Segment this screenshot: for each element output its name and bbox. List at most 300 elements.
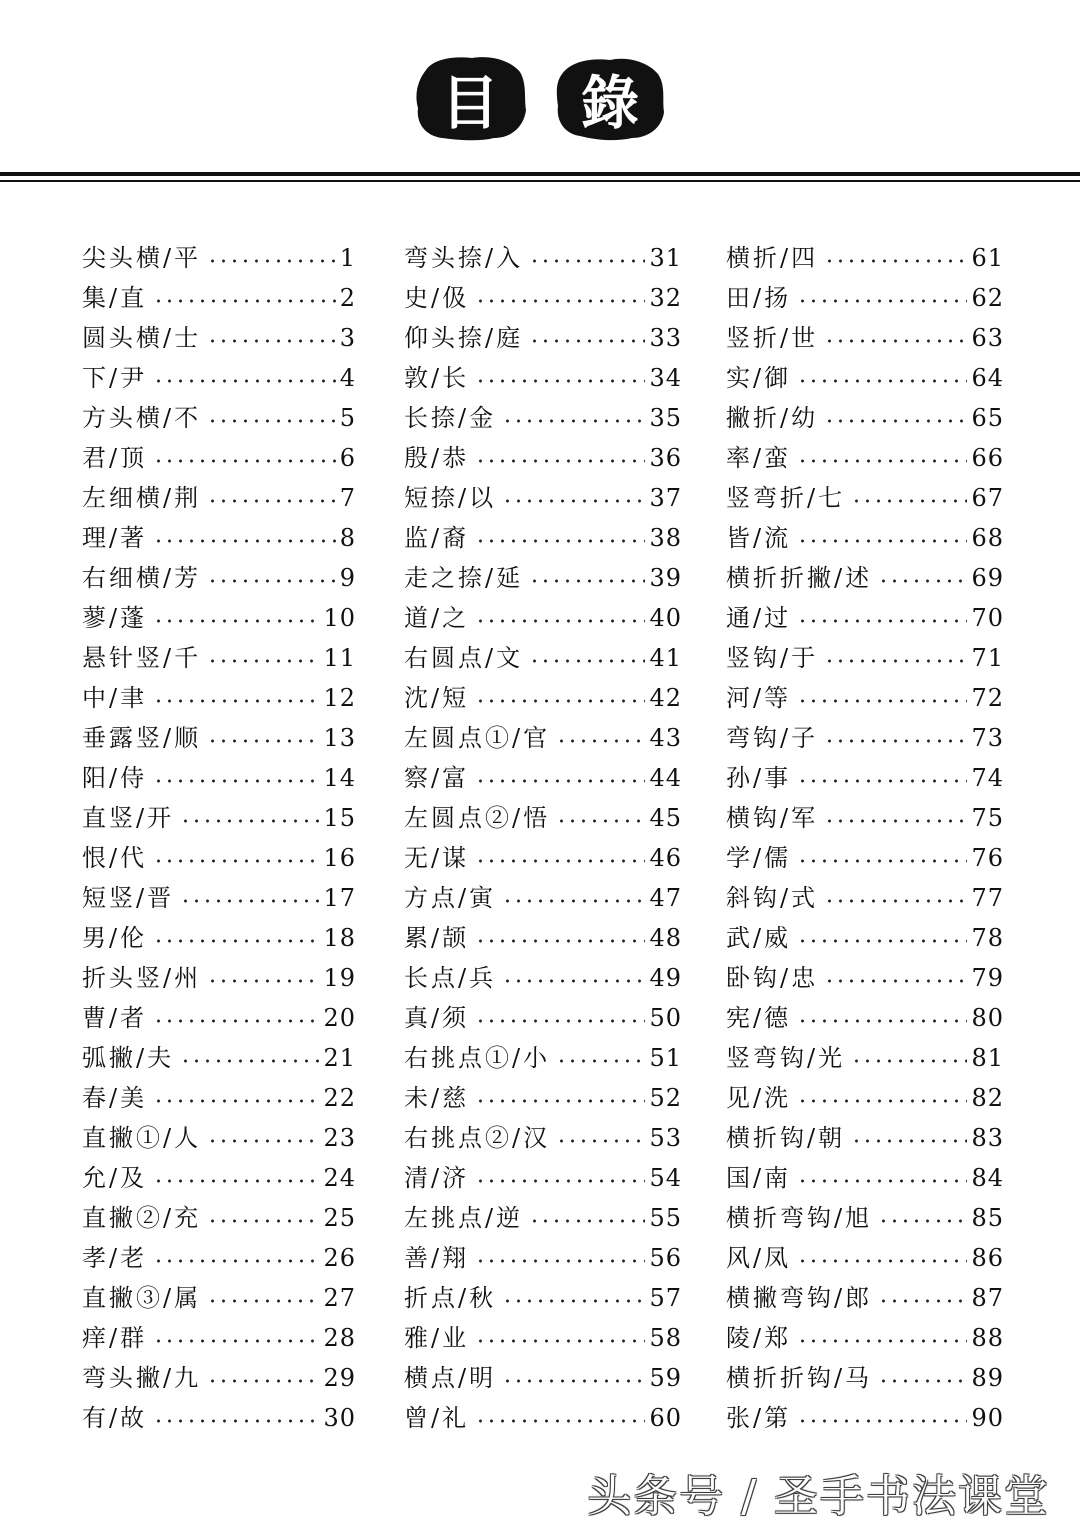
toc-entry-page: 51 bbox=[649, 1044, 682, 1072]
toc-entry-page: 77 bbox=[971, 884, 1004, 912]
toc-entry-page: 36 bbox=[649, 444, 682, 472]
toc-entry bbox=[726, 638, 1004, 678]
toc-entry-title: 陵/郑 bbox=[726, 1324, 792, 1352]
toc-entry-title: 直竖/开 bbox=[82, 804, 175, 832]
toc-entry bbox=[726, 758, 1004, 798]
toc-entry-title: 弯头撇/九 bbox=[82, 1364, 202, 1392]
dot-leader bbox=[529, 259, 645, 263]
toc-entry bbox=[82, 278, 356, 318]
toc-entry bbox=[82, 1278, 356, 1318]
toc-entry-page: 86 bbox=[971, 1244, 1004, 1272]
header-rule-thick bbox=[0, 172, 1080, 176]
dot-leader bbox=[153, 1019, 319, 1023]
toc-entry-page: 5 bbox=[339, 404, 356, 432]
toc-entry-title: 史/伋 bbox=[404, 284, 470, 312]
toc-entry-page: 17 bbox=[323, 884, 356, 912]
dot-leader bbox=[797, 1419, 967, 1423]
dot-leader bbox=[475, 1419, 645, 1423]
dot-leader bbox=[475, 779, 645, 783]
toc-entry-page: 85 bbox=[971, 1204, 1004, 1232]
toc-entry bbox=[82, 638, 356, 678]
toc-entry-page: 87 bbox=[971, 1284, 1004, 1312]
toc-entry-page: 11 bbox=[323, 644, 356, 672]
toc-entry bbox=[82, 598, 356, 638]
toc-entry bbox=[404, 1078, 682, 1118]
dot-leader bbox=[824, 739, 967, 743]
dot-leader bbox=[153, 299, 336, 303]
toc-entry-title: 察/富 bbox=[404, 764, 470, 792]
toc-entry-page: 38 bbox=[649, 524, 682, 552]
toc-entry-page: 66 bbox=[971, 444, 1004, 472]
toc-entry bbox=[82, 1078, 356, 1118]
toc-entry-title: 风/凤 bbox=[726, 1244, 792, 1272]
dot-leader bbox=[878, 1299, 967, 1303]
toc-entry-page: 19 bbox=[323, 964, 356, 992]
toc-entry-page: 21 bbox=[323, 1044, 356, 1072]
toc-entry-page: 16 bbox=[323, 844, 356, 872]
dot-leader bbox=[502, 979, 645, 983]
toc-entry-page: 31 bbox=[649, 244, 682, 272]
toc-entry-title: 学/儒 bbox=[726, 844, 792, 872]
toc-entry bbox=[404, 1118, 682, 1158]
toc-entry-page: 10 bbox=[323, 604, 356, 632]
toc-entry-title: 左圆点②/悟 bbox=[404, 804, 551, 832]
toc-entry bbox=[726, 518, 1004, 558]
toc-entry-title: 殷/恭 bbox=[404, 444, 470, 472]
dot-leader bbox=[475, 539, 645, 543]
toc-entry-title: 卧钩/忠 bbox=[726, 964, 819, 992]
toc-column-2 bbox=[404, 238, 682, 1438]
dot-leader bbox=[797, 939, 967, 943]
toc-entry-page: 3 bbox=[339, 324, 356, 352]
toc-entry bbox=[726, 998, 1004, 1038]
toc-entry-page: 14 bbox=[323, 764, 356, 792]
toc-entry-title: 宪/德 bbox=[726, 1004, 792, 1032]
toc-entry-page: 26 bbox=[323, 1244, 356, 1272]
header-rule-thin bbox=[0, 180, 1080, 182]
toc-entry-page: 41 bbox=[649, 644, 682, 672]
toc-entry-page: 54 bbox=[649, 1164, 682, 1192]
toc-entry-page: 22 bbox=[323, 1084, 356, 1112]
toc-entry-page: 52 bbox=[649, 1084, 682, 1112]
toc-entry-page: 8 bbox=[339, 524, 356, 552]
toc-entry bbox=[726, 238, 1004, 278]
toc-entry-page: 63 bbox=[971, 324, 1004, 352]
toc-entry-page: 57 bbox=[649, 1284, 682, 1312]
toc-entry-page: 50 bbox=[649, 1004, 682, 1032]
toc-entry-title: 未/慈 bbox=[404, 1084, 470, 1112]
toc-entry-page: 1 bbox=[339, 244, 356, 272]
toc-entry-title: 率/蛮 bbox=[726, 444, 792, 472]
dot-leader bbox=[153, 1099, 319, 1103]
toc-entry-title: 竖弯折/七 bbox=[726, 484, 846, 512]
toc-entry bbox=[82, 478, 356, 518]
toc-entry bbox=[404, 1278, 682, 1318]
dot-leader bbox=[207, 499, 336, 503]
toc-entry-title: 竖弯钩/光 bbox=[726, 1044, 846, 1072]
toc-entry bbox=[726, 1118, 1004, 1158]
toc-entry-title: 长点/兵 bbox=[404, 964, 497, 992]
toc-entry-title: 横折弯钩/旭 bbox=[726, 1204, 873, 1232]
dot-leader bbox=[153, 379, 336, 383]
dot-leader bbox=[153, 1419, 319, 1423]
toc-entry bbox=[726, 358, 1004, 398]
toc-entry-page: 65 bbox=[971, 404, 1004, 432]
toc-entry-page: 49 bbox=[649, 964, 682, 992]
toc-entry bbox=[404, 278, 682, 318]
toc-entry bbox=[404, 318, 682, 358]
dot-leader bbox=[207, 1299, 319, 1303]
toc-entry bbox=[404, 1158, 682, 1198]
dot-leader bbox=[824, 419, 967, 423]
dot-leader bbox=[851, 1059, 967, 1063]
dot-leader bbox=[797, 459, 967, 463]
toc-entry-page: 23 bbox=[323, 1124, 356, 1152]
toc-entry-title: 横折/四 bbox=[726, 244, 819, 272]
toc-entry-title: 斜钩/式 bbox=[726, 884, 819, 912]
toc-entry-page: 79 bbox=[971, 964, 1004, 992]
dot-leader bbox=[475, 1339, 645, 1343]
toc-entry-page: 67 bbox=[971, 484, 1004, 512]
toc-entry bbox=[82, 558, 356, 598]
toc-entry-page: 34 bbox=[649, 364, 682, 392]
title-seal-2 bbox=[552, 52, 668, 144]
toc-entry-title: 左细横/荆 bbox=[82, 484, 202, 512]
dot-leader bbox=[824, 659, 967, 663]
dot-leader bbox=[153, 1179, 319, 1183]
toc-entry-page: 7 bbox=[339, 484, 356, 512]
toc-entry-page: 12 bbox=[323, 684, 356, 712]
toc-entry bbox=[726, 1398, 1004, 1438]
dot-leader bbox=[475, 859, 645, 863]
dot-leader bbox=[878, 1219, 967, 1223]
dot-leader bbox=[180, 899, 319, 903]
toc-entry bbox=[82, 718, 356, 758]
toc-entry bbox=[82, 798, 356, 838]
toc-entry-page: 33 bbox=[649, 324, 682, 352]
toc-entry-page: 48 bbox=[649, 924, 682, 952]
toc-entry-title: 河/等 bbox=[726, 684, 792, 712]
dot-leader bbox=[475, 379, 645, 383]
toc-entry bbox=[82, 998, 356, 1038]
toc-entry bbox=[404, 358, 682, 398]
toc-entry bbox=[726, 1318, 1004, 1358]
toc-entry-title: 痒/群 bbox=[82, 1324, 148, 1352]
toc-entry-title: 曾/礼 bbox=[404, 1404, 470, 1432]
toc-entry bbox=[404, 1038, 682, 1078]
toc-entry-page: 25 bbox=[323, 1204, 356, 1232]
dot-leader bbox=[475, 939, 645, 943]
toc-entry-title: 国/南 bbox=[726, 1164, 792, 1192]
toc-entry-page: 40 bbox=[649, 604, 682, 632]
dot-leader bbox=[153, 859, 319, 863]
dot-leader bbox=[502, 1299, 645, 1303]
toc-entry-title: 沈/短 bbox=[404, 684, 470, 712]
toc-entry-page: 70 bbox=[971, 604, 1004, 632]
toc-entry bbox=[726, 678, 1004, 718]
dot-leader bbox=[556, 739, 645, 743]
toc-entry-page: 30 bbox=[323, 1404, 356, 1432]
toc-entry-page: 42 bbox=[649, 684, 682, 712]
toc-entry bbox=[82, 838, 356, 878]
toc-entry-title: 孝/老 bbox=[82, 1244, 148, 1272]
toc-entry-page: 89 bbox=[971, 1364, 1004, 1392]
dot-leader bbox=[529, 1219, 645, 1223]
toc-entry-title: 弯钩/子 bbox=[726, 724, 819, 752]
toc-entry bbox=[726, 918, 1004, 958]
dot-leader bbox=[502, 1379, 645, 1383]
toc-entry bbox=[82, 678, 356, 718]
toc-entry bbox=[404, 1198, 682, 1238]
dot-leader bbox=[475, 299, 645, 303]
toc-entry-title: 方点/寅 bbox=[404, 884, 497, 912]
toc-entry bbox=[404, 718, 682, 758]
toc-entry-page: 71 bbox=[971, 644, 1004, 672]
toc-entry-title: 右圆点/文 bbox=[404, 644, 524, 672]
dot-leader bbox=[797, 1179, 967, 1183]
toc-entry-title: 右细横/芳 bbox=[82, 564, 202, 592]
toc-entry-title: 横折折钩/马 bbox=[726, 1364, 873, 1392]
toc-entry-title: 敦/长 bbox=[404, 364, 470, 392]
toc-entry-title: 武/威 bbox=[726, 924, 792, 952]
toc-entry-title: 田/扬 bbox=[726, 284, 792, 312]
dot-leader bbox=[556, 1059, 645, 1063]
dot-leader bbox=[207, 1379, 319, 1383]
dot-leader bbox=[153, 939, 319, 943]
dot-leader bbox=[153, 1339, 319, 1343]
toc-entry bbox=[404, 798, 682, 838]
toc-entry-title: 中/聿 bbox=[82, 684, 148, 712]
dot-leader bbox=[529, 579, 645, 583]
toc-entry-page: 82 bbox=[971, 1084, 1004, 1112]
toc-entry-page: 46 bbox=[649, 844, 682, 872]
dot-leader bbox=[797, 539, 967, 543]
toc-entry-page: 43 bbox=[649, 724, 682, 752]
dot-leader bbox=[502, 899, 645, 903]
toc-entry bbox=[82, 1158, 356, 1198]
toc-entry bbox=[404, 518, 682, 558]
toc-entry-page: 75 bbox=[971, 804, 1004, 832]
toc-entry-page: 84 bbox=[971, 1164, 1004, 1192]
toc-entry-page: 59 bbox=[649, 1364, 682, 1392]
toc-entry-page: 29 bbox=[323, 1364, 356, 1392]
toc-entry bbox=[404, 678, 682, 718]
dot-leader bbox=[207, 979, 319, 983]
toc-entry-title: 理/著 bbox=[82, 524, 148, 552]
toc-entry bbox=[726, 478, 1004, 518]
toc-entry-title: 竖折/世 bbox=[726, 324, 819, 352]
toc-entry bbox=[726, 1238, 1004, 1278]
toc-entry bbox=[726, 398, 1004, 438]
toc-entry-title: 折点/秋 bbox=[404, 1284, 497, 1312]
toc-entry-page: 68 bbox=[971, 524, 1004, 552]
toc-entry-title: 累/颉 bbox=[404, 924, 470, 952]
toc-entry-page: 47 bbox=[649, 884, 682, 912]
toc-entry-title: 允/及 bbox=[82, 1164, 148, 1192]
toc-entry-title: 直撇②/充 bbox=[82, 1204, 202, 1232]
toc-entry bbox=[82, 238, 356, 278]
dot-leader bbox=[851, 499, 967, 503]
toc-entry bbox=[82, 518, 356, 558]
dot-leader bbox=[180, 1059, 319, 1063]
toc-entry bbox=[404, 838, 682, 878]
toc-entry-title: 真/须 bbox=[404, 1004, 470, 1032]
dot-leader bbox=[556, 1139, 645, 1143]
dot-leader bbox=[475, 459, 645, 463]
title-char-1: 目 bbox=[440, 69, 499, 137]
toc-entry bbox=[82, 358, 356, 398]
toc-entry bbox=[404, 438, 682, 478]
toc-entry-page: 35 bbox=[649, 404, 682, 432]
toc-entry-title: 直撇③/属 bbox=[82, 1284, 202, 1312]
toc-entry-title: 蓼/蓬 bbox=[82, 604, 148, 632]
dot-leader bbox=[207, 1219, 319, 1223]
dot-leader bbox=[207, 579, 336, 583]
toc-entry bbox=[726, 878, 1004, 918]
dot-leader bbox=[475, 1179, 645, 1183]
toc-entry bbox=[726, 438, 1004, 478]
toc-entry-page: 60 bbox=[649, 1404, 682, 1432]
toc-entry-page: 78 bbox=[971, 924, 1004, 952]
toc-entry-title: 走之捺/延 bbox=[404, 564, 524, 592]
toc-entry-page: 88 bbox=[971, 1324, 1004, 1352]
toc-entry-title: 清/济 bbox=[404, 1164, 470, 1192]
dot-leader bbox=[207, 259, 336, 263]
toc-entry-title: 张/第 bbox=[726, 1404, 792, 1432]
toc-entry-title: 春/美 bbox=[82, 1084, 148, 1112]
dot-leader bbox=[797, 619, 967, 623]
toc-entry-title: 男/伦 bbox=[82, 924, 148, 952]
title-char-2: 錄 bbox=[580, 69, 639, 137]
toc-entry-page: 2 bbox=[339, 284, 356, 312]
toc-entry-title: 实/御 bbox=[726, 364, 792, 392]
toc-entry-title: 长捺/金 bbox=[404, 404, 497, 432]
toc-entry bbox=[404, 558, 682, 598]
toc-entry bbox=[404, 918, 682, 958]
toc-entry bbox=[404, 238, 682, 278]
toc-entry-page: 53 bbox=[649, 1124, 682, 1152]
toc-entry bbox=[726, 798, 1004, 838]
title-seal-1 bbox=[412, 52, 528, 144]
toc-entry-page: 45 bbox=[649, 804, 682, 832]
toc-entry-page: 64 bbox=[971, 364, 1004, 392]
toc-entry-title: 悬针竖/千 bbox=[82, 644, 202, 672]
toc-entry bbox=[404, 998, 682, 1038]
toc-entry bbox=[726, 1358, 1004, 1398]
toc-entry-title: 横折折撇/述 bbox=[726, 564, 873, 592]
toc-entry bbox=[82, 918, 356, 958]
toc-entry-title: 左圆点①/官 bbox=[404, 724, 551, 752]
toc-entry-title: 皆/流 bbox=[726, 524, 792, 552]
toc-entry-title: 恨/代 bbox=[82, 844, 148, 872]
toc-entry bbox=[82, 1198, 356, 1238]
toc-entry-title: 有/故 bbox=[82, 1404, 148, 1432]
toc-entry bbox=[82, 958, 356, 998]
toc-entry bbox=[404, 1358, 682, 1398]
toc-entry bbox=[404, 1238, 682, 1278]
dot-leader bbox=[824, 899, 967, 903]
dot-leader bbox=[475, 699, 645, 703]
dot-leader bbox=[556, 819, 645, 823]
toc-entry-page: 58 bbox=[649, 1324, 682, 1352]
toc-entry-title: 短捺/以 bbox=[404, 484, 497, 512]
toc-entry-title: 弧撇/夫 bbox=[82, 1044, 175, 1072]
toc-entry bbox=[404, 598, 682, 638]
toc-entry-page: 39 bbox=[649, 564, 682, 592]
toc-entry-title: 尖头横/平 bbox=[82, 244, 202, 272]
toc-entry bbox=[726, 838, 1004, 878]
toc-entry-page: 62 bbox=[971, 284, 1004, 312]
dot-leader bbox=[824, 339, 967, 343]
toc-entry-page: 6 bbox=[339, 444, 356, 472]
toc-entry-title: 右挑点②/汉 bbox=[404, 1124, 551, 1152]
page-title bbox=[0, 52, 1080, 152]
dot-leader bbox=[153, 1259, 319, 1263]
toc-entry-title: 短竖/晋 bbox=[82, 884, 175, 912]
dot-leader bbox=[207, 1139, 319, 1143]
toc-entry-title: 下/尹 bbox=[82, 364, 148, 392]
toc-entry bbox=[82, 878, 356, 918]
dot-leader bbox=[878, 1379, 967, 1383]
toc-entry-title: 阳/侍 bbox=[82, 764, 148, 792]
dot-leader bbox=[797, 1019, 967, 1023]
toc-entry bbox=[404, 478, 682, 518]
toc-entry-page: 55 bbox=[649, 1204, 682, 1232]
toc-entry-page: 4 bbox=[339, 364, 356, 392]
toc-entry-page: 90 bbox=[971, 1404, 1004, 1432]
toc-entry-title: 曹/者 bbox=[82, 1004, 148, 1032]
toc-column-1 bbox=[82, 238, 356, 1438]
toc-entry bbox=[404, 958, 682, 998]
toc-entry bbox=[404, 1318, 682, 1358]
toc-entry-title: 横折钩/朝 bbox=[726, 1124, 846, 1152]
toc-entry-page: 83 bbox=[971, 1124, 1004, 1152]
toc-entry-title: 弯头捺/入 bbox=[404, 244, 524, 272]
toc-entry-page: 72 bbox=[971, 684, 1004, 712]
toc-entry-title: 孙/事 bbox=[726, 764, 792, 792]
dot-leader bbox=[529, 339, 645, 343]
toc-entry-title: 垂露竖/顺 bbox=[82, 724, 202, 752]
toc-entry bbox=[726, 718, 1004, 758]
dot-leader bbox=[153, 619, 319, 623]
dot-leader bbox=[475, 1099, 645, 1103]
toc-entry-page: 13 bbox=[323, 724, 356, 752]
dot-leader bbox=[797, 299, 967, 303]
dot-leader bbox=[824, 979, 967, 983]
dot-leader bbox=[824, 819, 967, 823]
toc-entry-page: 37 bbox=[649, 484, 682, 512]
watermark: 头条号 / 圣手书法课堂 bbox=[587, 1471, 1050, 1522]
toc-entry bbox=[726, 318, 1004, 358]
toc-entry bbox=[82, 398, 356, 438]
toc-entry bbox=[726, 598, 1004, 638]
toc-entry-page: 32 bbox=[649, 284, 682, 312]
toc-entry bbox=[404, 1398, 682, 1438]
toc-entry-title: 折头竖/州 bbox=[82, 964, 202, 992]
dot-leader bbox=[475, 1019, 645, 1023]
dot-leader bbox=[475, 1259, 645, 1263]
toc-entry-title: 道/之 bbox=[404, 604, 470, 632]
toc-entry-title: 横撇弯钩/郎 bbox=[726, 1284, 873, 1312]
dot-leader bbox=[797, 779, 967, 783]
toc-entry-title: 无/谋 bbox=[404, 844, 470, 872]
toc-entry-page: 69 bbox=[971, 564, 1004, 592]
toc-entry-title: 君/顶 bbox=[82, 444, 148, 472]
toc-entry-page: 44 bbox=[649, 764, 682, 792]
toc-entry bbox=[726, 1158, 1004, 1198]
toc-entry bbox=[726, 1198, 1004, 1238]
toc-entry bbox=[726, 558, 1004, 598]
